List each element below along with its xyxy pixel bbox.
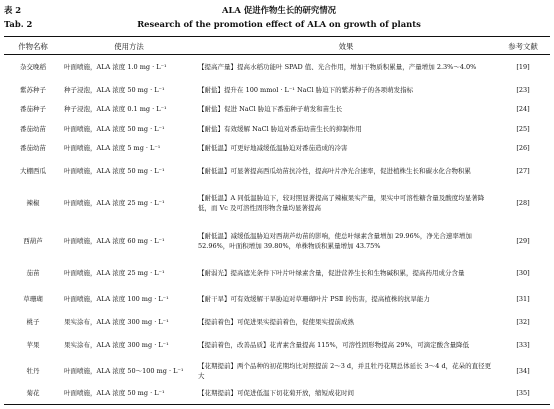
- table-row: [4, 260, 550, 286]
- effect-cell: 【耐低温】可更好地减缓低温胁迫对番茄造成的冷害: [198, 144, 348, 153]
- method-cell: 叶面喷施，ALA 浓度 25 mg · L⁻¹: [64, 199, 165, 207]
- reference-cell: [26]: [516, 144, 530, 153]
- table-row: [4, 139, 550, 159]
- effect-cell: 【耐盐】提升在 100 mmol · L⁻¹ NaCl 胁迫下的紫苏种子的各项萌发指标: [198, 85, 414, 94]
- effect-cell: 【花期提前】两个品种的初花期均比对照提前 2～3 d，并且牡丹花期总体延长 3～4 d，花朵的直径更大: [198, 361, 492, 380]
- reference-cell: [34]: [516, 366, 530, 375]
- crop-cell: 辣椒: [26, 199, 40, 207]
- table-row: [4, 286, 550, 312]
- crop-cell: 菊花: [26, 389, 40, 398]
- method-cell: 叶面喷施，ALA 浓度 50～100 mg · L⁻¹: [64, 366, 184, 375]
- reference-cell: [29]: [516, 237, 530, 245]
- table-title-en: Research of the promotion effect of ALA on growth of plants: [137, 19, 421, 29]
- reference-cell: [23]: [516, 85, 530, 94]
- reference-cell: [30]: [516, 269, 530, 277]
- method-cell: 果实涂布，ALA 浓度 300 mg · L⁻¹: [64, 317, 169, 326]
- method-cell: 叶面喷施，ALA 浓度 1.0 mg · L⁻¹: [64, 63, 167, 71]
- effect-cell: 【提高产量】提高水稻功能叶 SPAD 值、光合作用，增加干物质积累量，产量增加 2.3%～4.0%: [198, 63, 477, 71]
- effect-cell: 【耐干旱】可有效缓解干旱胁迫对草珊瑚叶片 PSⅡ 的伤害，提高植株的抗旱能力: [198, 295, 430, 303]
- method-cell: 种子浸泡，ALA 浓度 0.1 mg · L⁻¹: [64, 105, 167, 114]
- crop-cell: 番茄幼苗: [20, 144, 46, 153]
- research-table: [4, 38, 550, 403]
- effect-cell: 【提前着色，改善品质】花青素含量提高 115%，可溶性固形物提高 29%，可滴定酸含量降低: [198, 340, 470, 349]
- method-cell: 叶面喷施，ALA 浓度 60 mg · L⁻¹: [64, 237, 165, 245]
- reference-cell: [33]: [516, 340, 530, 349]
- bottom-rule: [4, 404, 550, 405]
- table-row: [4, 158, 550, 184]
- header-effect: 效果: [338, 41, 354, 51]
- crop-cell: 西葫芦: [23, 237, 43, 245]
- effect-cell: 【耐弱光】提高遮光条件下叶片叶绿素含量，促进营养生长和生物碱积累，提高药用成分含量: [198, 269, 465, 277]
- reference-cell: [32]: [516, 317, 530, 326]
- method-cell: 叶面喷施，ALA 浓度 5 mg · L⁻¹: [64, 144, 161, 153]
- method-cell: 叶面喷施，ALA 浓度 100 mg · L⁻¹: [64, 295, 169, 303]
- table-caption-cn: [4, 4, 336, 16]
- crop-cell: 苹果: [26, 340, 40, 349]
- table-row: [4, 80, 550, 100]
- effect-cell: 【耐盐】有效缓解 NaCl 胁迫对番茄幼苗生长的抑制作用: [198, 124, 362, 133]
- header-rule: [4, 54, 550, 55]
- crop-cell: 草珊瑚: [23, 295, 43, 303]
- method-cell: 叶面喷施，ALA 浓度 50 mg · L⁻¹: [64, 167, 165, 175]
- crop-cell: 番茄幼苗: [20, 124, 46, 133]
- table-row: [4, 384, 550, 404]
- effect-cell: 【耐低温】A 同低温胁迫下，较对照显著提高了辣椒果实产量，果实中可溶性糖含量及酸度均显著降低，而 Vc 及可溶性固形物含量均显著提高: [198, 194, 485, 212]
- effect-cell: 【耐盐】促进 NaCl 胁迫下番茄种子萌发和苗生长: [198, 105, 343, 114]
- reference-cell: [28]: [516, 199, 530, 207]
- reference-cell: [31]: [516, 295, 530, 303]
- table-title-cn: ALA 促进作物生长的研究情况: [222, 5, 336, 15]
- method-cell: 叶面喷施，ALA 浓度 50 mg · L⁻¹: [64, 389, 165, 398]
- reference-cell: [19]: [516, 63, 530, 71]
- header-row: [4, 38, 550, 54]
- crop-cell: 大棚西瓜: [20, 167, 46, 175]
- table-row: [4, 184, 550, 222]
- crop-cell: 紫苏种子: [20, 85, 46, 94]
- crop-cell: 牡丹: [26, 366, 40, 375]
- crop-cell: 桃子: [26, 317, 40, 326]
- table-number-cn: 表 2: [4, 5, 22, 15]
- effect-cell: 【花期提前】可促进低温下切花菊开放，缩短成花时间: [198, 389, 354, 398]
- method-cell: 果实涂布，ALA 浓度 300 mg · L⁻¹: [64, 340, 169, 349]
- table-row: [4, 119, 550, 139]
- crop-cell: 番茄种子: [20, 105, 46, 114]
- method-cell: 种子浸泡，ALA 浓度 50 mg · L⁻¹: [64, 85, 165, 94]
- table-caption-en: [4, 19, 421, 29]
- header-crop: 作物名称: [18, 41, 48, 51]
- crop-cell: 杂交晚稻: [20, 63, 46, 71]
- effect-cell: 【耐低温】减缓低温胁迫对西葫芦幼苗的影响，使总叶绿素含量增加 29.96%，净光合速率增加 52.96%，叶面积增加 39.80%，单株物质积累量增加 43.75%: [198, 232, 472, 250]
- reference-cell: [27]: [516, 167, 530, 175]
- reference-cell: [25]: [516, 124, 530, 133]
- effect-cell: 【提前着色】可促进果实提前着色，促使果实提前成熟: [198, 317, 354, 326]
- table-row: [4, 312, 550, 332]
- table-row: [4, 54, 550, 80]
- table-row: [4, 222, 550, 260]
- reference-cell: [35]: [516, 389, 530, 398]
- method-cell: 叶面喷施，ALA 浓度 25 mg · L⁻¹: [64, 269, 165, 277]
- reference-cell: [24]: [516, 105, 530, 114]
- table-row: [4, 358, 550, 384]
- table-number-en: Tab. 2: [4, 19, 33, 29]
- header-reference: 参考文献: [508, 41, 538, 51]
- method-cell: 叶面喷施，ALA 浓度 50 mg · L⁻¹: [64, 124, 165, 133]
- table-row: [4, 100, 550, 120]
- crop-cell: 茄苗: [26, 269, 40, 277]
- effect-cell: 【耐低温】可显著提高西瓜幼苗抗冷性，提高叶片净光合速率，促进植株生长和碳水化合物积累: [198, 167, 471, 175]
- table-row: [4, 332, 550, 358]
- header-method: 使用方法: [114, 41, 144, 51]
